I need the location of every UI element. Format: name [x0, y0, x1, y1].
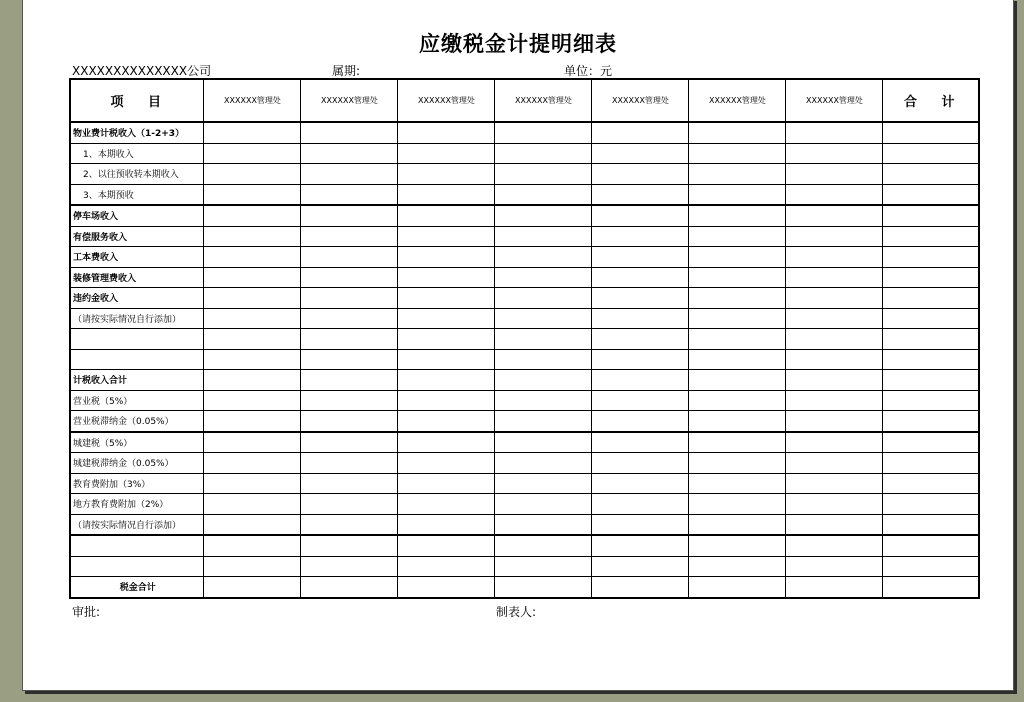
value-cell[interactable]	[785, 164, 882, 185]
row-label-cell[interactable]: 停车场收入	[70, 205, 203, 226]
value-cell[interactable]	[203, 226, 300, 247]
value-cell[interactable]	[397, 432, 494, 453]
row-label-cell[interactable]	[70, 535, 203, 556]
value-cell[interactable]	[785, 453, 882, 474]
total-cell[interactable]	[882, 122, 979, 143]
value-cell[interactable]	[688, 329, 785, 350]
value-cell[interactable]	[203, 494, 300, 515]
value-cell[interactable]	[494, 370, 591, 391]
value-cell[interactable]	[300, 329, 397, 350]
value-cell[interactable]	[397, 577, 494, 598]
value-cell[interactable]	[688, 370, 785, 391]
value-cell[interactable]	[300, 370, 397, 391]
table-row	[70, 164, 979, 185]
table-row	[70, 432, 979, 453]
value-cell[interactable]	[203, 247, 300, 268]
value-cell[interactable]	[300, 267, 397, 288]
value-cell[interactable]	[300, 453, 397, 474]
value-cell[interactable]	[300, 494, 397, 515]
value-cell[interactable]	[785, 308, 882, 329]
value-cell[interactable]	[785, 514, 882, 535]
value-cell[interactable]	[300, 122, 397, 143]
value-cell[interactable]	[494, 514, 591, 535]
value-cell[interactable]	[688, 453, 785, 474]
value-cell[interactable]	[591, 370, 688, 391]
table-row	[70, 514, 979, 535]
row-label-cell[interactable]: 税金合计	[70, 577, 203, 598]
value-cell[interactable]	[688, 494, 785, 515]
value-cell[interactable]	[591, 164, 688, 185]
value-cell[interactable]	[397, 535, 494, 556]
value-cell[interactable]	[688, 535, 785, 556]
value-cell[interactable]	[785, 535, 882, 556]
value-cell[interactable]	[397, 122, 494, 143]
value-cell[interactable]	[494, 329, 591, 350]
table-row	[70, 143, 979, 164]
table-header-row	[70, 79, 979, 122]
value-cell[interactable]	[591, 267, 688, 288]
value-cell[interactable]	[494, 247, 591, 268]
value-cell[interactable]	[494, 288, 591, 309]
value-cell[interactable]	[203, 370, 300, 391]
value-cell[interactable]	[591, 122, 688, 143]
value-cell[interactable]	[300, 164, 397, 185]
total-cell[interactable]	[882, 514, 979, 535]
value-cell[interactable]	[591, 247, 688, 268]
value-cell[interactable]	[203, 349, 300, 370]
value-cell[interactable]	[688, 184, 785, 205]
value-cell[interactable]	[785, 288, 882, 309]
value-cell[interactable]	[397, 308, 494, 329]
total-cell[interactable]	[882, 473, 979, 494]
value-cell[interactable]	[785, 267, 882, 288]
value-cell[interactable]	[300, 143, 397, 164]
value-cell[interactable]	[494, 432, 591, 453]
value-cell[interactable]	[203, 535, 300, 556]
value-cell[interactable]	[397, 349, 494, 370]
value-cell[interactable]	[494, 577, 591, 598]
value-cell[interactable]	[203, 329, 300, 350]
value-cell[interactable]	[494, 205, 591, 226]
table-row	[70, 349, 979, 370]
value-cell[interactable]	[300, 226, 397, 247]
total-cell[interactable]	[882, 390, 979, 411]
value-cell[interactable]	[591, 577, 688, 598]
row-label-cell[interactable]: 教育费附加（3%）	[70, 473, 203, 494]
value-cell[interactable]	[397, 267, 494, 288]
value-cell[interactable]	[203, 556, 300, 577]
value-cell[interactable]	[397, 556, 494, 577]
row-label-cell[interactable]: 工本费收入	[70, 247, 203, 268]
row-label-cell[interactable]: 物业费计税收入（1-2+3）	[70, 122, 203, 143]
value-cell[interactable]	[494, 411, 591, 432]
row-label-cell[interactable]: 营业税（5%）	[70, 390, 203, 411]
value-cell[interactable]	[591, 143, 688, 164]
value-cell[interactable]	[397, 205, 494, 226]
total-cell[interactable]	[882, 453, 979, 474]
total-cell[interactable]	[882, 411, 979, 432]
company-name: XXXXXXXXXXXXXX公司	[72, 64, 212, 78]
total-cell[interactable]	[882, 535, 979, 556]
value-cell[interactable]	[397, 247, 494, 268]
value-cell[interactable]	[688, 349, 785, 370]
table-row	[70, 205, 979, 226]
value-cell[interactable]	[203, 432, 300, 453]
value-cell[interactable]	[785, 473, 882, 494]
row-label-cell[interactable]: 2、以往预收转本期收入	[70, 164, 203, 185]
page-title: 应缴税金计提明细表	[419, 32, 617, 56]
row-label-cell[interactable]: （请按实际情况自行添加）	[70, 308, 203, 329]
value-cell[interactable]	[397, 329, 494, 350]
row-label-cell[interactable]: 违约金收入	[70, 288, 203, 309]
maker-label: 制表人:	[496, 605, 537, 619]
value-cell[interactable]	[397, 288, 494, 309]
value-cell[interactable]	[494, 143, 591, 164]
value-cell[interactable]	[300, 577, 397, 598]
value-cell[interactable]	[203, 308, 300, 329]
value-cell[interactable]	[494, 473, 591, 494]
table-row	[70, 184, 979, 205]
value-cell[interactable]	[591, 349, 688, 370]
value-cell[interactable]	[494, 453, 591, 474]
unit-label: 单位：元	[564, 64, 613, 78]
table-row	[70, 329, 979, 350]
total-cell[interactable]	[882, 370, 979, 391]
header-dept-7[interactable]: XXXXXX管理处	[785, 79, 882, 122]
value-cell[interactable]	[688, 308, 785, 329]
value-cell[interactable]	[494, 226, 591, 247]
value-cell[interactable]	[688, 411, 785, 432]
value-cell[interactable]	[591, 184, 688, 205]
value-cell[interactable]	[688, 267, 785, 288]
total-cell[interactable]	[882, 556, 979, 577]
total-cell[interactable]	[882, 247, 979, 268]
value-cell[interactable]	[494, 267, 591, 288]
value-cell[interactable]	[494, 390, 591, 411]
table-row	[70, 411, 979, 432]
value-cell[interactable]	[397, 514, 494, 535]
total-cell[interactable]	[882, 226, 979, 247]
value-cell[interactable]	[494, 122, 591, 143]
total-cell[interactable]	[882, 349, 979, 370]
value-cell[interactable]	[203, 205, 300, 226]
value-cell[interactable]	[688, 122, 785, 143]
header-total[interactable]: 合 计	[882, 79, 979, 122]
header-item[interactable]: 项 目	[70, 79, 203, 122]
value-cell[interactable]	[300, 349, 397, 370]
value-cell[interactable]	[688, 247, 785, 268]
value-cell[interactable]	[591, 390, 688, 411]
value-cell[interactable]	[688, 390, 785, 411]
value-cell[interactable]	[397, 143, 494, 164]
value-cell[interactable]	[300, 556, 397, 577]
total-cell[interactable]	[882, 288, 979, 309]
total-cell[interactable]	[882, 164, 979, 185]
value-cell[interactable]	[300, 411, 397, 432]
value-cell[interactable]	[785, 226, 882, 247]
value-cell[interactable]	[591, 556, 688, 577]
value-cell[interactable]	[785, 494, 882, 515]
value-cell[interactable]	[688, 288, 785, 309]
value-cell[interactable]	[300, 308, 397, 329]
table-row	[70, 288, 979, 309]
value-cell[interactable]	[300, 514, 397, 535]
value-cell[interactable]	[494, 164, 591, 185]
value-cell[interactable]	[591, 308, 688, 329]
value-cell[interactable]	[397, 411, 494, 432]
value-cell[interactable]	[300, 432, 397, 453]
total-cell[interactable]	[882, 432, 979, 453]
total-cell[interactable]	[882, 308, 979, 329]
value-cell[interactable]	[688, 514, 785, 535]
total-cell[interactable]	[882, 205, 979, 226]
total-cell[interactable]	[882, 143, 979, 164]
spreadsheet-page	[22, 0, 1014, 691]
value-cell[interactable]	[591, 288, 688, 309]
table-row	[70, 577, 979, 598]
period-label: 属期:	[332, 64, 361, 78]
total-cell[interactable]	[882, 494, 979, 515]
total-cell[interactable]	[882, 184, 979, 205]
row-label-cell[interactable]	[70, 329, 203, 350]
value-cell[interactable]	[203, 267, 300, 288]
row-label-cell[interactable]: 1、本期收入	[70, 143, 203, 164]
header-dept-3[interactable]: XXXXXX管理处	[397, 79, 494, 122]
value-cell[interactable]	[203, 143, 300, 164]
value-cell[interactable]	[300, 184, 397, 205]
value-cell[interactable]	[591, 205, 688, 226]
value-cell[interactable]	[785, 370, 882, 391]
value-cell[interactable]	[300, 390, 397, 411]
total-cell[interactable]	[882, 577, 979, 598]
table-row	[70, 453, 979, 474]
value-cell[interactable]	[688, 432, 785, 453]
value-cell[interactable]	[591, 473, 688, 494]
value-cell[interactable]	[688, 556, 785, 577]
total-cell[interactable]	[882, 267, 979, 288]
value-cell[interactable]	[203, 453, 300, 474]
value-cell[interactable]	[785, 411, 882, 432]
row-label-cell[interactable]	[70, 349, 203, 370]
row-label-cell[interactable]: （请按实际情况自行添加）	[70, 514, 203, 535]
value-cell[interactable]	[785, 122, 882, 143]
row-label-cell[interactable]: 地方教育费附加（2%）	[70, 494, 203, 515]
value-cell[interactable]	[300, 288, 397, 309]
row-label-cell[interactable]: 城建税（5%）	[70, 432, 203, 453]
value-cell[interactable]	[397, 226, 494, 247]
value-cell[interactable]	[785, 329, 882, 350]
value-cell[interactable]	[591, 453, 688, 474]
value-cell[interactable]	[203, 514, 300, 535]
value-cell[interactable]	[494, 349, 591, 370]
value-cell[interactable]	[300, 535, 397, 556]
header-dept-6[interactable]: XXXXXX管理处	[688, 79, 785, 122]
value-cell[interactable]	[688, 164, 785, 185]
value-cell[interactable]	[785, 577, 882, 598]
value-cell[interactable]	[785, 247, 882, 268]
tax-detail-table	[69, 78, 980, 599]
value-cell[interactable]	[494, 308, 591, 329]
value-cell[interactable]	[785, 143, 882, 164]
approve-label: 审批:	[72, 605, 101, 619]
value-cell[interactable]	[397, 164, 494, 185]
row-label-cell[interactable]: 营业税滞纳金（0.05%）	[70, 411, 203, 432]
value-cell[interactable]	[494, 556, 591, 577]
row-label-cell[interactable]: 城建税滞纳金（0.05%）	[70, 453, 203, 474]
table-row	[70, 390, 979, 411]
value-cell[interactable]	[785, 205, 882, 226]
header-dept-4[interactable]: XXXXXX管理处	[494, 79, 591, 122]
value-cell[interactable]	[591, 494, 688, 515]
table-row	[70, 122, 979, 143]
value-cell[interactable]	[203, 184, 300, 205]
value-cell[interactable]	[494, 184, 591, 205]
row-label-cell[interactable]: 有偿服务收入	[70, 226, 203, 247]
value-cell[interactable]	[300, 473, 397, 494]
total-cell[interactable]	[882, 329, 979, 350]
value-cell[interactable]	[203, 411, 300, 432]
value-cell[interactable]	[203, 390, 300, 411]
table-row	[70, 535, 979, 556]
value-cell[interactable]	[397, 453, 494, 474]
row-label-cell[interactable]: 计税收入合计	[70, 370, 203, 391]
value-cell[interactable]	[591, 514, 688, 535]
value-cell[interactable]	[785, 556, 882, 577]
value-cell[interactable]	[397, 390, 494, 411]
value-cell[interactable]	[591, 432, 688, 453]
table-row	[70, 226, 979, 247]
value-cell[interactable]	[785, 349, 882, 370]
value-cell[interactable]	[785, 390, 882, 411]
table-row	[70, 247, 979, 268]
value-cell[interactable]	[688, 473, 785, 494]
value-cell[interactable]	[591, 535, 688, 556]
header-dept-5[interactable]: XXXXXX管理处	[591, 79, 688, 122]
value-cell[interactable]	[203, 288, 300, 309]
value-cell[interactable]	[397, 494, 494, 515]
value-cell[interactable]	[300, 247, 397, 268]
value-cell[interactable]	[785, 184, 882, 205]
value-cell[interactable]	[591, 411, 688, 432]
header-dept-2[interactable]: XXXXXX管理处	[300, 79, 397, 122]
value-cell[interactable]	[688, 577, 785, 598]
value-cell[interactable]	[494, 535, 591, 556]
header-dept-1[interactable]: XXXXXX管理处	[203, 79, 300, 122]
table-row	[70, 267, 979, 288]
value-cell[interactable]	[203, 577, 300, 598]
row-label-cell[interactable]	[70, 556, 203, 577]
value-cell[interactable]	[300, 205, 397, 226]
table-row	[70, 370, 979, 391]
value-cell[interactable]	[785, 432, 882, 453]
row-label-cell[interactable]: 3、本期预收	[70, 184, 203, 205]
value-cell[interactable]	[591, 226, 688, 247]
value-cell[interactable]	[688, 143, 785, 164]
value-cell[interactable]	[203, 164, 300, 185]
table-row	[70, 308, 979, 329]
row-label-cell[interactable]: 装修管理费收入	[70, 267, 203, 288]
value-cell[interactable]	[397, 473, 494, 494]
value-cell[interactable]	[203, 122, 300, 143]
value-cell[interactable]	[203, 473, 300, 494]
value-cell[interactable]	[494, 494, 591, 515]
table-row	[70, 556, 979, 577]
table-row	[70, 473, 979, 494]
value-cell[interactable]	[688, 205, 785, 226]
value-cell[interactable]	[591, 329, 688, 350]
value-cell[interactable]	[688, 226, 785, 247]
value-cell[interactable]	[397, 184, 494, 205]
value-cell[interactable]	[397, 370, 494, 391]
table-row	[70, 494, 979, 515]
